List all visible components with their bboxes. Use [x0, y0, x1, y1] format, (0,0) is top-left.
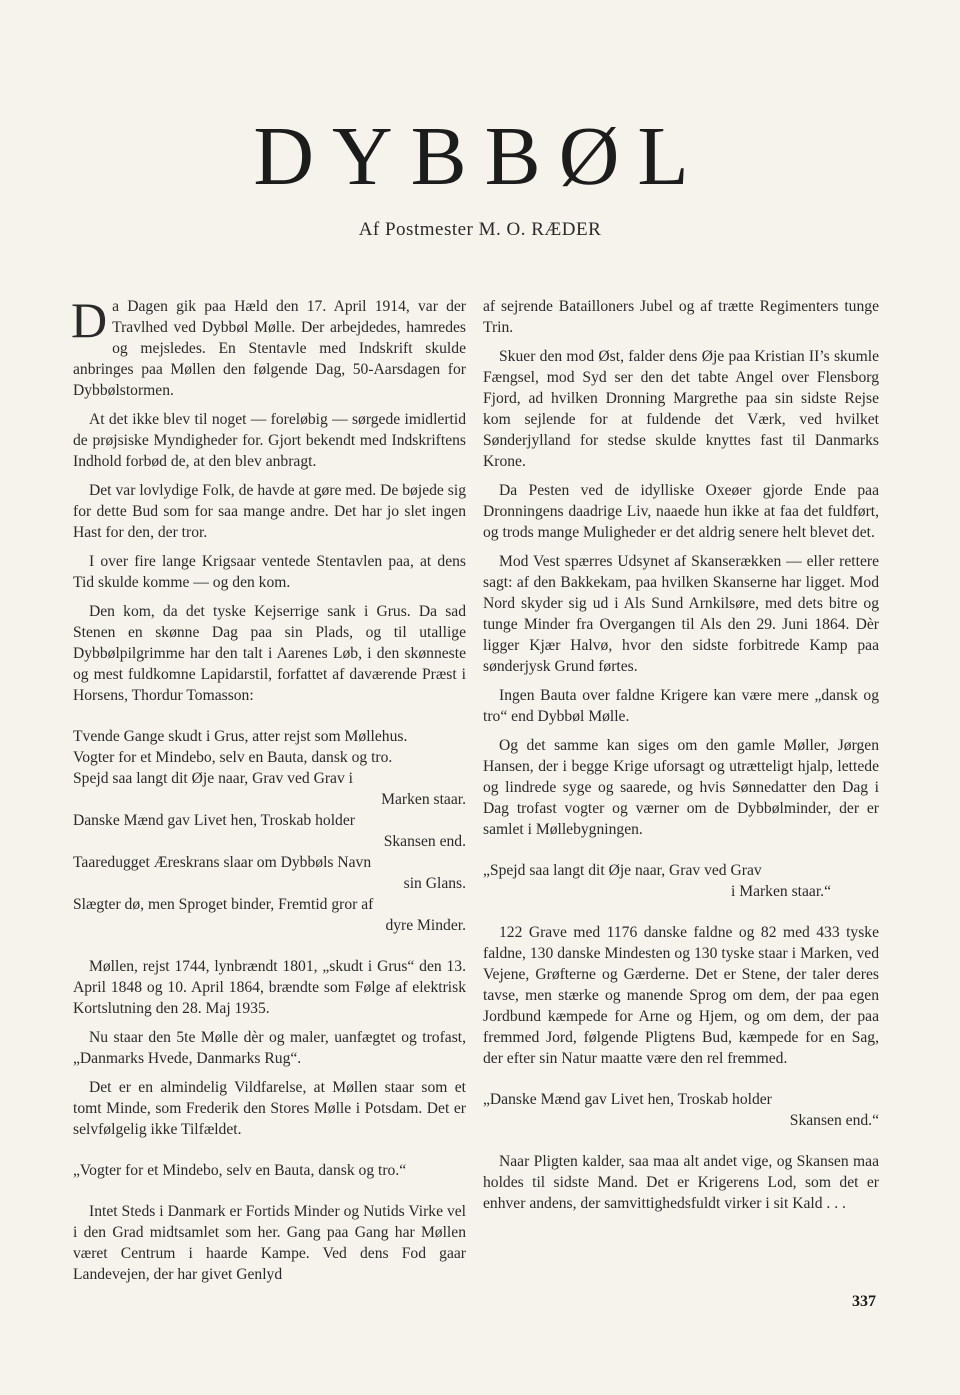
inscription-poem	[73, 726, 466, 936]
paragraph: Ingen Bauta over faldne Krigere kan være mere „dansk og tro“ end Dybbøl Mølle.	[483, 687, 879, 725]
quote-line-continued: i Marken staar.“	[730, 883, 831, 900]
drop-cap: D	[71, 292, 108, 348]
quote-line-continued: Skansen end.“	[789, 1112, 879, 1129]
poem-line-continued: sin Glans.	[403, 875, 466, 892]
paragraph: Naar Pligten kalder, saa maa alt andet vige, og Skansen maa holdes til sidste Mand. Det er Krigerens Lod, som det er enhver andens, der samvittighedsfuldt virker i sit Kald . . .	[483, 1153, 879, 1212]
paragraph-text: a Dagen gik paa Hæld den 17. April 1914, var der Travlhed ved Dybbøl Mølle. Der arbejdedes, hamredes og mejsledes. En Stentavle med Indskrift skulde anbringes paa Møllen den følgende Dag, 50-Aarsdagen for Dybbølstormen.	[73, 298, 466, 399]
poem-line: Spejd saa langt dit Øje naar, Grav ved Grav i	[73, 770, 353, 787]
page-number: 337	[852, 1293, 876, 1310]
poem-line: Taaredugget Æreskrans slaar om Dybbøls Navn	[73, 854, 372, 871]
paragraph: Intet Steds i Danmark er Fortids Minder og Nutids Virke vel i den Grad midtsamlet som her. Gang paa Gang har Møllen været Centrum i haarde Kampe. Ved dens Fod gaar Landevejen, der har givet Genlyd	[73, 1203, 466, 1283]
paragraph: Den kom, da det tyske Kejserrige sank i Grus. Da sad Stenen en skønne Dag paa sin Plads, og til utallige Dybbølpilgrimme har den talt i Aarenes Løb, i den skønneste og mest fuldkomne Lapidarstil, forfattet af daværende Præst i Horsens, Thordur Tomasson:	[73, 603, 466, 704]
quote-line: „Spejd saa langt dit Øje naar, Grav ved Grav	[483, 862, 762, 879]
right-column	[483, 296, 879, 1222]
paragraph: Nu staar den 5te Mølle dèr og maler, uanfægtet og trofast, „Danmarks Hvede, Danmarks Rug“.	[73, 1029, 466, 1067]
poem-line-continued: dyre Minder.	[385, 917, 466, 934]
poem-line: Slægter dø, men Sproget binder, Fremtid gror af	[73, 896, 374, 913]
paragraph	[71, 292, 466, 401]
paragraph: 122 Grave med 1176 danske faldne og 82 med 433 tyske faldne, 130 danske Mindesten og 130 tyske staar i Marken, ved Vejene, Grøfterne og Gærderne. Det er Stene, der taler deres tavse, men stærke og manende Sprog om dem, der paa egen Jordbund kæmpede for Arne og Hjem, og om dem, der paa fremmed Jord, følgende Pligtens Bud, kæmpede for en Sag, der efter sin Natur maatte være den rel fremmed.	[483, 924, 879, 1067]
poem-line-continued: Marken staar.	[381, 791, 466, 808]
left-column	[71, 292, 466, 1293]
quote: „Vogter for et Mindebo, selv en Bauta, dansk og tro.“	[73, 1162, 407, 1179]
quote-line: „Danske Mænd gav Livet hen, Troskab holder	[483, 1091, 772, 1108]
paragraph: Møllen, rejst 1744, lynbrændt 1801, „skudt i Grus“ den 13. April 1848 og 10. April 1864, brændte som Følge af elektrisk Kortslutning den 28. Maj 1935.	[73, 958, 466, 1017]
paragraph: At det ikke blev til noget — foreløbig — sørgede imidlertid de prøjsiske Myndigheder for. Gjort bekendt med Indskriftens Indhold forbød de, at den blev anbragt.	[73, 411, 466, 470]
poem-line: Danske Mænd gav Livet hen, Troskab holder	[73, 812, 355, 829]
poem-line-continued: Skansen end.	[383, 833, 466, 850]
paragraph: Da Pesten ved de idylliske Oxeøer gjorde Ende paa Dronningens daadrige Liv, naaede hun ikke at faa det fuldført, og trods mange Muligheder er det aldrig senere helt blevet det.	[483, 482, 879, 541]
byline: Af Postmester M. O. RÆDER	[358, 219, 602, 240]
paragraph: Og det samme kan siges om den gamle Møller, Jørgen Hansen, der i begge Krige uforsagt og utrætteligt hjalp, lettede og lindrede syge og saarede, og hvis Sønnedatter den Dag i Dag trofast vogter og værner om de Dybbølminder, der er samlet i Møllebygningen.	[483, 737, 879, 838]
paragraph: Det er en almindelig Vildfarelse, at Møllen staar som et tomt Minde, som Frederik den Stores Mølle i Potsdam. Det er selvfølgelig ikke Tilfældet.	[73, 1079, 466, 1138]
paragraph: Skuer den mod Øst, falder dens Øje paa Kristian II’s skumle Fængsel, mod Syd ser den det tabte Angel over Flensborg Fjord, ad hvilken Dronning Margrethe paa sin sidste Rejse kom sejlende for at fuldende det Værk, ved hvilket Sønderjylland for stedse skulde knyttes fast til Danmarks Krone.	[483, 348, 879, 470]
paragraph: Mod Vest spærres Udsynet af Skanserækken — eller rettere sagt: af den Bakkekam, paa hvilken Skanserne har ligget. Mod Nord skyder sig ud i Als Sund Arnkilsøre, med dets bitre og tunge Minder fra Overgangen til Als den 29. Juni 1864. Dèr ligger Kjær Halvø, hvor den sidste forbitrede Kamp paa sønderjysk Grund førtes.	[483, 553, 879, 675]
paragraph: Det var lovlydige Folk, de havde at gøre med. De bøjede sig for dette Bud som for saa mange andre. Det har jo slet ingen Hast for den, der tror.	[73, 482, 466, 541]
poem-line: Vogter for et Mindebo, selv en Bauta, dansk og tro.	[73, 749, 393, 766]
quote	[483, 1089, 879, 1131]
quote	[483, 860, 879, 902]
paragraph: I over fire lange Krigsaar ventede Stentavlen paa, at dens Tid skulde komme — og den kom.	[73, 553, 466, 591]
article-title: DYBBØL	[253, 110, 707, 203]
paragraph: af sejrende Batailloners Jubel og af trætte Regimenters tunge Trin.	[483, 298, 879, 336]
poem-line: Tvende Gange skudt i Grus, atter rejst som Møllehus.	[73, 728, 408, 745]
